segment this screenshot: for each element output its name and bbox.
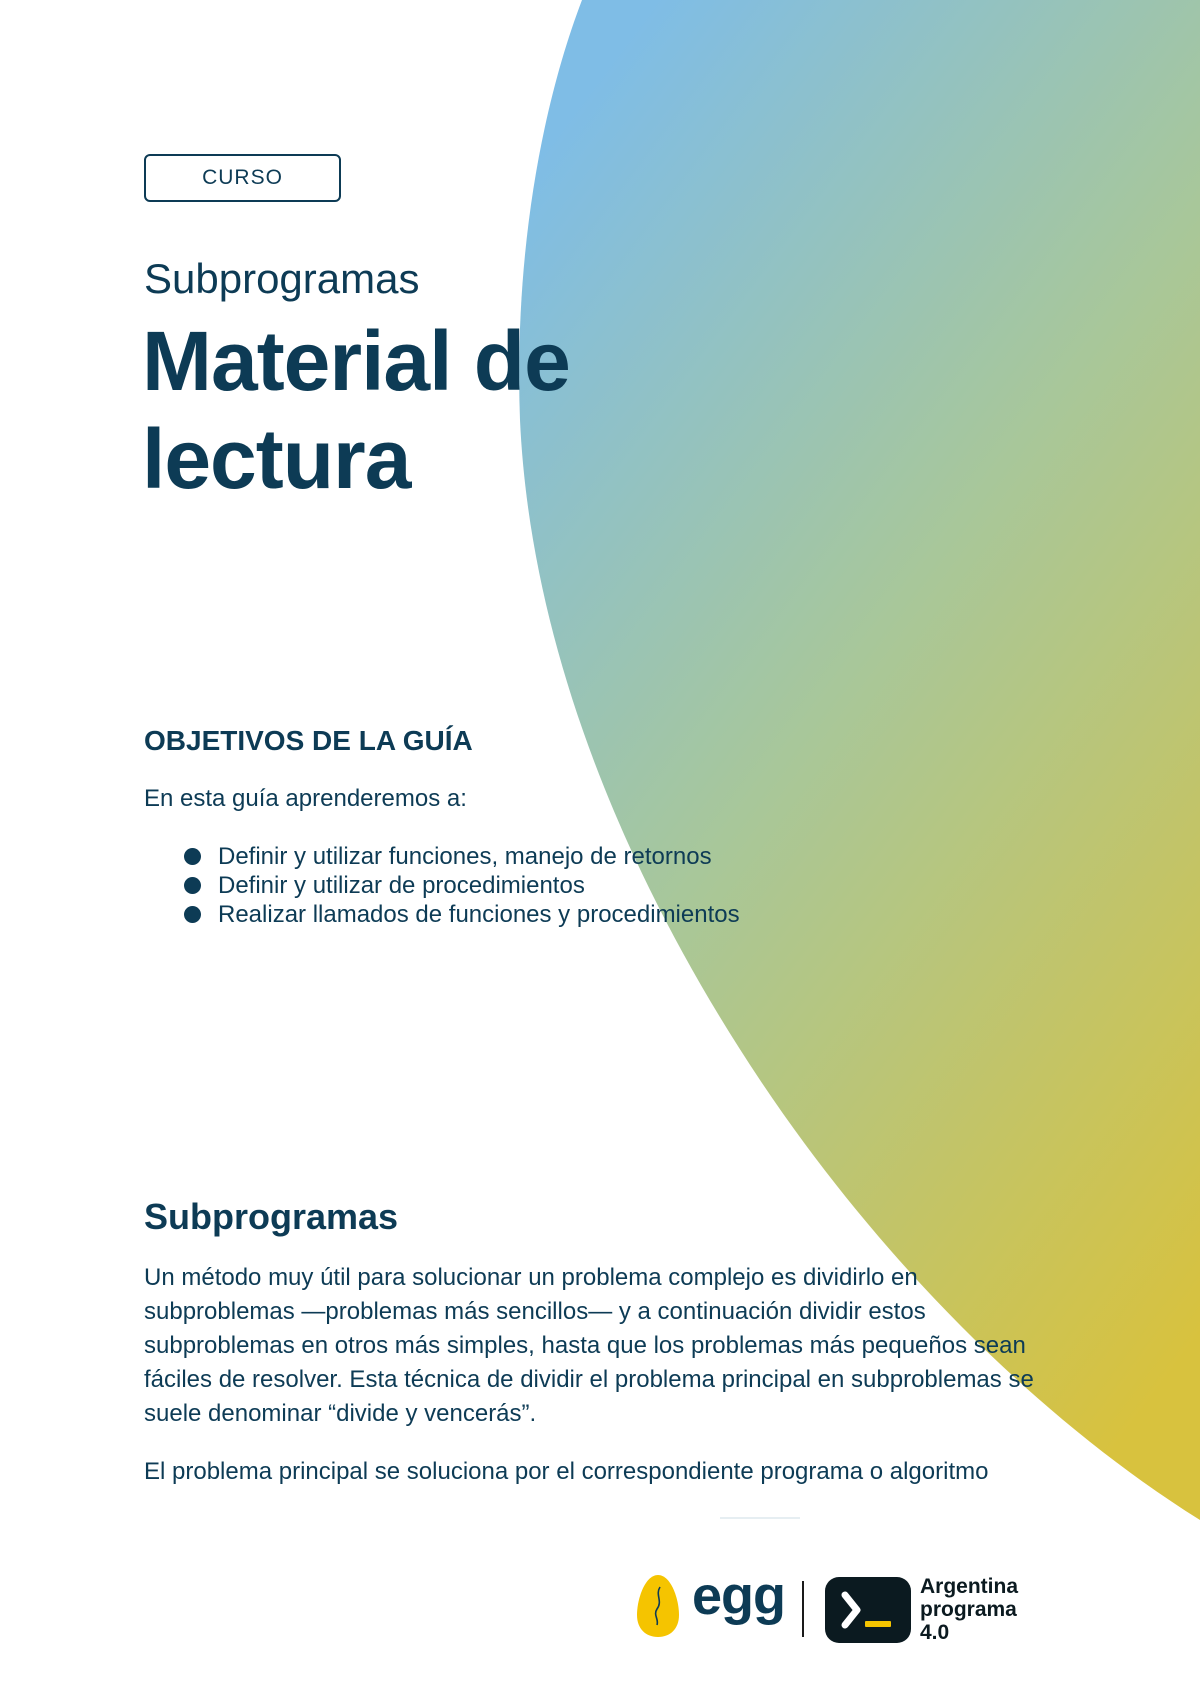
- list-item: [184, 842, 740, 871]
- terminal-prompt-icon: [825, 1577, 911, 1643]
- objectives-list: [184, 842, 740, 929]
- bullet-dot-icon: [184, 906, 201, 923]
- section-heading: Subprogramas: [144, 1196, 399, 1237]
- section-paragraph-2: El problema principal se soluciona por el correspondiente programa o algoritmo: [144, 1458, 989, 1485]
- section-paragraph-1: Un método muy útil para solucionar un problema complejo es dividirlo en subproblemas —problemas más sencillos— y a continuación dividir estos subproblemas en otros más simples, hasta que los problemas más pequeños sean fáciles de resolver. Esta técnica de dividir el problema principal en subproblemas se suele denominar “divide y vencerás”.: [144, 1264, 1034, 1427]
- footer-logos: [600, 1545, 1060, 1665]
- course-badge: CURSO: [144, 154, 341, 202]
- partner-line-3: 4.0: [920, 1621, 950, 1644]
- objectives-intro: En esta guía aprenderemos a:: [144, 785, 467, 812]
- divider: [720, 1517, 800, 1519]
- page-subtitle: Subprogramas: [144, 255, 420, 302]
- list-item: [184, 871, 740, 900]
- bullet-dot-icon: [184, 877, 201, 894]
- bullet-dot-icon: [184, 848, 201, 865]
- argentina-programa-logo-text: [920, 1575, 1018, 1644]
- egg-icon: [635, 1573, 681, 1639]
- list-item-text: Definir y utilizar de procedimientos: [218, 872, 585, 899]
- partner-line-2: programa: [920, 1598, 1017, 1621]
- partner-line-1: Argentina: [920, 1575, 1019, 1598]
- logo-separator: [802, 1581, 804, 1637]
- objectives-heading: OBJETIVOS DE LA GUÍA: [144, 725, 473, 756]
- list-item-text: Definir y utilizar funciones, manejo de retornos: [218, 843, 712, 870]
- page-title: [142, 312, 570, 508]
- page-title-line-2: lectura: [142, 412, 411, 506]
- egg-logo-text: egg: [692, 1566, 786, 1626]
- list-item: [184, 900, 740, 929]
- page-title-line-1: Material de: [142, 314, 570, 408]
- list-item-text: Realizar llamados de funciones y procedimientos: [218, 901, 740, 928]
